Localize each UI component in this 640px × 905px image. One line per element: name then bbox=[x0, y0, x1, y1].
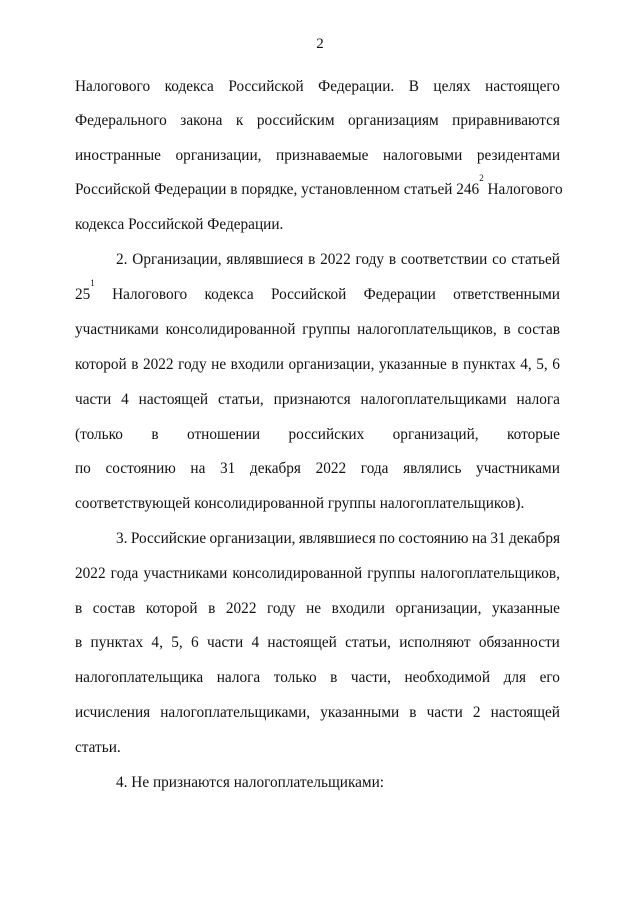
word: части bbox=[75, 391, 112, 408]
text-line bbox=[75, 703, 560, 723]
word: налоговыми bbox=[382, 147, 463, 164]
word: 6 bbox=[191, 634, 199, 651]
text-fragment: Российской Федерации в порядке, установленном статьей 246 bbox=[75, 181, 480, 198]
word: году bbox=[267, 600, 296, 617]
word: налога bbox=[216, 669, 261, 686]
text-line: статьи. bbox=[75, 739, 121, 756]
word: только bbox=[273, 669, 317, 686]
word: 4, bbox=[520, 356, 532, 373]
word: налогоплательщиков, bbox=[420, 565, 560, 582]
word: настоящей bbox=[267, 634, 337, 651]
word: в bbox=[388, 251, 397, 268]
text-line bbox=[75, 146, 560, 166]
word: пунктах bbox=[90, 634, 144, 651]
word: консолидированной bbox=[232, 565, 363, 582]
word: целях bbox=[433, 78, 471, 95]
text-line bbox=[75, 111, 560, 131]
word: налогоплательщиками bbox=[360, 391, 507, 408]
text-line: кодекса Российской Федерации. bbox=[75, 216, 284, 233]
word: пунктах bbox=[463, 356, 516, 373]
word: входили bbox=[331, 600, 385, 617]
word: группы bbox=[302, 321, 351, 338]
text-line bbox=[75, 425, 560, 445]
word: Федерального bbox=[75, 112, 167, 129]
word: кодекса bbox=[204, 286, 254, 303]
word: 2022 bbox=[315, 460, 347, 477]
word: в bbox=[208, 600, 216, 617]
word: которые bbox=[507, 426, 560, 443]
word: 2. bbox=[116, 251, 128, 268]
text-fragment: $25^1$ bbox=[75, 278, 95, 303]
word: указанными bbox=[320, 704, 400, 721]
word: 31 bbox=[220, 460, 236, 477]
word: Организации, bbox=[132, 251, 222, 268]
word: входили bbox=[230, 356, 284, 373]
word: 4 bbox=[251, 634, 260, 651]
word: 2022 bbox=[142, 356, 174, 373]
word: являвшиеся bbox=[298, 530, 376, 547]
word: не bbox=[306, 600, 322, 617]
word: (только bbox=[75, 426, 123, 443]
word: в bbox=[451, 356, 459, 373]
word: отношении bbox=[187, 426, 261, 443]
word: 4 bbox=[121, 391, 129, 408]
word: являлись bbox=[403, 460, 462, 477]
word: кодекса bbox=[164, 78, 214, 95]
word: в bbox=[151, 426, 159, 443]
word: организации, bbox=[209, 530, 296, 547]
word: части bbox=[206, 634, 244, 651]
word: статьи, bbox=[217, 391, 264, 408]
superscript: 1 bbox=[90, 278, 95, 288]
text-line bbox=[75, 390, 560, 410]
word: в bbox=[330, 669, 338, 686]
text-line bbox=[75, 564, 560, 584]
text-line: соответствующей консолидированной группы налогоплательщиков). bbox=[75, 495, 525, 512]
word: 2022 bbox=[320, 251, 351, 268]
word: организации, bbox=[395, 600, 482, 617]
word: указанные bbox=[378, 356, 447, 373]
word: налогоплательщиками, bbox=[160, 704, 311, 721]
word: Федерации. bbox=[318, 78, 395, 95]
word: для bbox=[503, 669, 527, 686]
word: года bbox=[110, 565, 139, 582]
word: его bbox=[539, 669, 560, 686]
word: признаваемые bbox=[276, 147, 369, 164]
word: иностранные bbox=[75, 147, 161, 164]
word: в bbox=[75, 634, 83, 651]
word: в bbox=[409, 704, 417, 721]
word: консолидированной bbox=[165, 321, 296, 338]
word: исполняют bbox=[399, 634, 471, 651]
word: на bbox=[190, 460, 206, 477]
word: обязанности bbox=[478, 634, 560, 651]
superscript: 2 bbox=[479, 173, 484, 183]
word: декабря bbox=[249, 460, 301, 477]
word: указанные bbox=[491, 600, 560, 617]
word: Налогового bbox=[112, 286, 188, 303]
word: организаций, bbox=[392, 426, 479, 443]
word: налогоплательщика bbox=[75, 669, 204, 686]
text-line bbox=[75, 599, 560, 619]
word: Российские bbox=[130, 530, 207, 547]
word: в bbox=[75, 600, 83, 617]
word: декабря bbox=[508, 530, 560, 547]
word: 2022 bbox=[75, 565, 106, 582]
text-line bbox=[75, 77, 560, 97]
word: на bbox=[471, 530, 487, 547]
text-line bbox=[75, 278, 560, 305]
text-line bbox=[75, 633, 560, 653]
word: 6 bbox=[552, 356, 560, 373]
paragraph-2-first-line bbox=[116, 250, 560, 270]
word: российским bbox=[256, 112, 335, 129]
word: организации, bbox=[175, 147, 262, 164]
word: приравниваются bbox=[452, 112, 560, 129]
word: состав bbox=[517, 321, 560, 338]
word: года bbox=[360, 460, 389, 477]
word: группы bbox=[367, 565, 416, 582]
word: исчисления bbox=[75, 704, 151, 721]
word: которой bbox=[145, 600, 198, 617]
word: по bbox=[75, 460, 91, 477]
word: статьей bbox=[511, 251, 560, 268]
paragraph-4-first-line: 4. Не признаются налогоплательщиками: bbox=[116, 774, 385, 791]
word: участниками bbox=[143, 565, 228, 582]
word: необходимой bbox=[404, 669, 491, 686]
word: состав bbox=[92, 600, 136, 617]
text-line bbox=[75, 320, 560, 340]
word: состоянию bbox=[105, 460, 176, 477]
word: соответствии bbox=[400, 251, 488, 268]
word: организации, bbox=[288, 356, 375, 373]
word: которой bbox=[75, 356, 127, 373]
word: являвшиеся bbox=[226, 251, 304, 268]
word: не bbox=[211, 356, 227, 373]
word: 2022 bbox=[225, 600, 257, 617]
word: части bbox=[426, 704, 463, 721]
word: году bbox=[178, 356, 207, 373]
word: 5, bbox=[171, 634, 183, 651]
word: 5, bbox=[536, 356, 548, 373]
word: российских bbox=[288, 426, 365, 443]
word: со bbox=[492, 251, 507, 268]
word: Налогового bbox=[75, 78, 151, 95]
word: 3. bbox=[116, 530, 128, 547]
word: 31 bbox=[490, 530, 506, 547]
text-line bbox=[75, 459, 560, 479]
word: по bbox=[379, 530, 395, 547]
word: участниками bbox=[75, 321, 159, 338]
word: налогоплательщиков, bbox=[357, 321, 497, 338]
word: налога bbox=[516, 391, 560, 408]
text-fragment: Налогового bbox=[483, 181, 563, 198]
word: 4, bbox=[151, 634, 163, 651]
word: настоящей bbox=[138, 391, 209, 408]
word: настоящего bbox=[485, 78, 560, 95]
word: Российской bbox=[270, 286, 347, 303]
word: статьи, bbox=[345, 634, 391, 651]
word: в bbox=[503, 321, 511, 338]
word: организациям bbox=[348, 112, 439, 129]
word: закона bbox=[180, 112, 223, 129]
word: настоящей bbox=[490, 704, 560, 721]
word: Федерации bbox=[363, 286, 436, 303]
text-line bbox=[75, 668, 560, 688]
word: участниками bbox=[476, 460, 560, 477]
word: ответственными bbox=[453, 286, 560, 303]
page-number: 2 bbox=[316, 36, 324, 52]
word: части, bbox=[350, 669, 391, 686]
word: резидентами bbox=[476, 147, 560, 164]
word: В bbox=[408, 78, 419, 95]
word: в bbox=[308, 251, 316, 268]
text-line bbox=[75, 355, 560, 375]
word: признаются bbox=[273, 391, 351, 408]
word: Российской bbox=[228, 78, 304, 95]
word: к bbox=[235, 112, 244, 129]
word: в bbox=[131, 356, 139, 373]
word: состоянию bbox=[398, 530, 469, 547]
word: году bbox=[355, 251, 385, 268]
paragraph-3-first-line bbox=[116, 529, 560, 549]
text-line bbox=[75, 173, 563, 200]
word: 2 bbox=[472, 704, 481, 721]
